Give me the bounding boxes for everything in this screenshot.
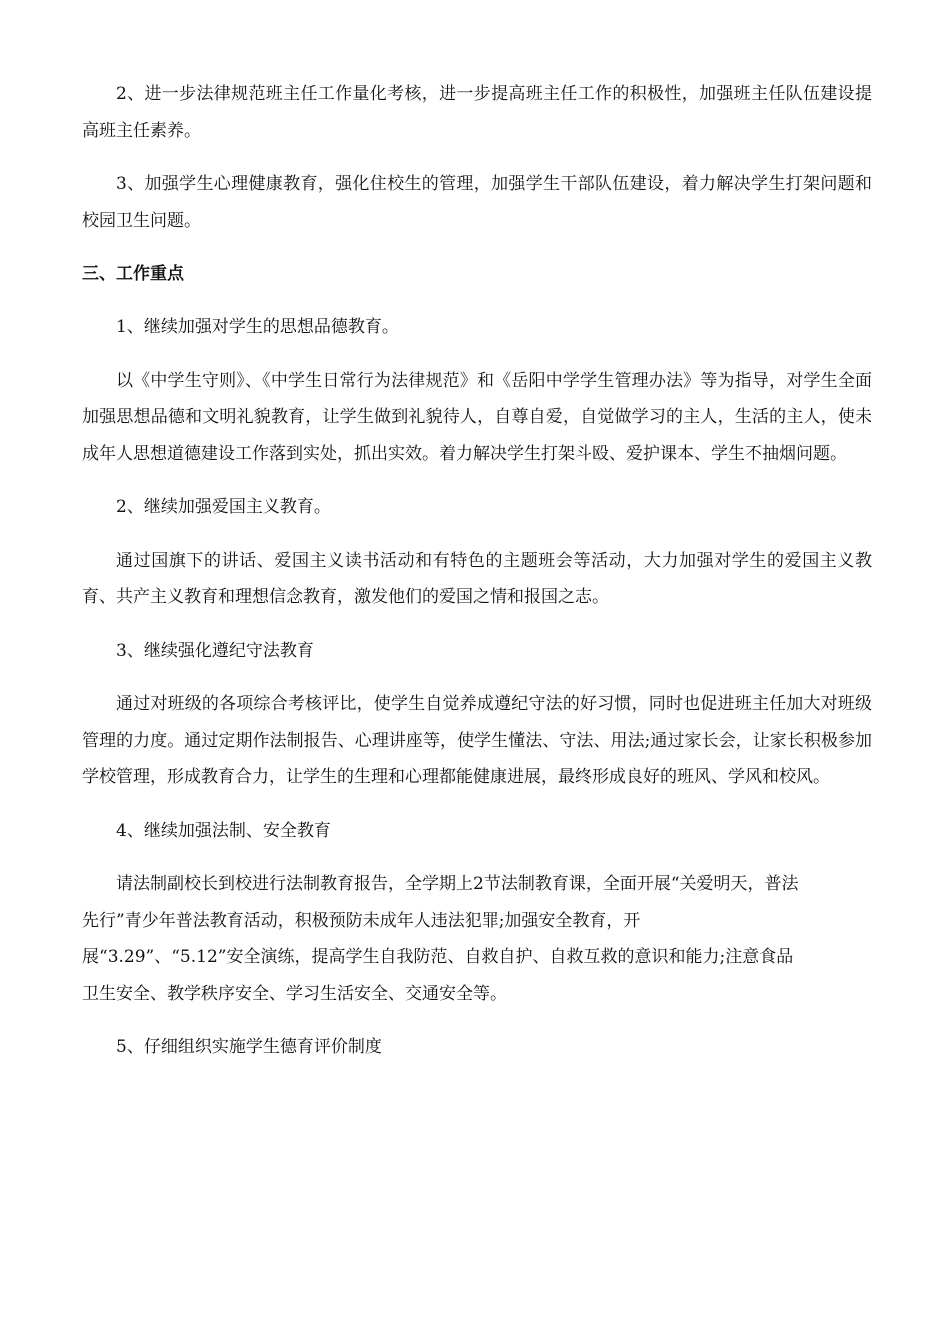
document-page xyxy=(82,76,872,1083)
item-legal-safety-education: 4、继续加强法制、安全教育 xyxy=(116,820,331,841)
item-patriotic-education: 2、继续加强爱国主义教育。 xyxy=(116,497,331,517)
paragraph-moral-education: 以《中学生守则》、《中学生日常行为法律规范》和《岳阳中学学生管理办法》等为指导，对学生全面加强思想品德和文明礼貌教育，让学生做到礼貌待人，自尊自爱，自觉做学习的主人，生活的主人，使未成年人思想道德建设工作落到实处，抓出实效。着力解决学生打架斗殴、爱护课本、学生不抽烟问题。 xyxy=(82,370,872,464)
text-line: 卫生安全、教学秩序安全、学习生活安全、交通安全等。 xyxy=(82,983,507,1004)
text-line: 先行”青少年普法教育活动，积极预防未成年人违法犯罪;加强安全教育，开 xyxy=(82,910,641,931)
paragraph-mental-health: 3、加强学生心理健康教育，强化住校生的管理，加强学生干部队伍建设，着力解决学生打架问题和校园卫生问题。 xyxy=(82,174,872,231)
text-line: 请法制副校长到校进行法制教育报告，全学期上2节法制教育课，全面开展“关爱明天，普法 xyxy=(116,874,799,894)
item-moral-evaluation: 5、仔细组织实施学生德育评价制度 xyxy=(116,1037,382,1057)
item-law-abiding-education: 3、继续强化遵纪守法教育 xyxy=(116,640,314,661)
item-moral-education: 1、继续加强对学生的思想品德教育。 xyxy=(116,317,399,337)
paragraph-law-abiding-education: 通过对班级的各项综合考核评比，使学生自觉养成遵纪守法的好习惯，同时也促进班主任加大对班级管理的力度。通过定期作法制报告、心理讲座等，使学生懂法、守法、用法;通过家长会，让家长积极参加学校管理，形成教育合力，让学生的生理和心理都能健康进展，最终形成良好的班风、学风和校风。 xyxy=(82,694,872,787)
section-heading-work-focus: 三、工作重点 xyxy=(82,264,184,284)
paragraph-legal-safety-education xyxy=(82,866,872,1012)
paragraph-class-teacher-assessment: 2、进一步法律规范班主任工作量化考核，进一步提高班主任工作的积极性，加强班主任队伍建设提高班主任素养。 xyxy=(82,84,872,141)
paragraph-patriotic-education: 通过国旗下的讲话、爱国主义读书活动和有特色的主题班会等活动，大力加强对学生的爱国主义教育、共产主义教育和理想信念教育，激发他们的爱国之情和报国之志。 xyxy=(82,550,872,607)
text-line: 展“3.29”、“5.12”安全演练，提高学生自我防范、自救自护、自救互救的意识和能力;注意食品 xyxy=(82,947,794,967)
